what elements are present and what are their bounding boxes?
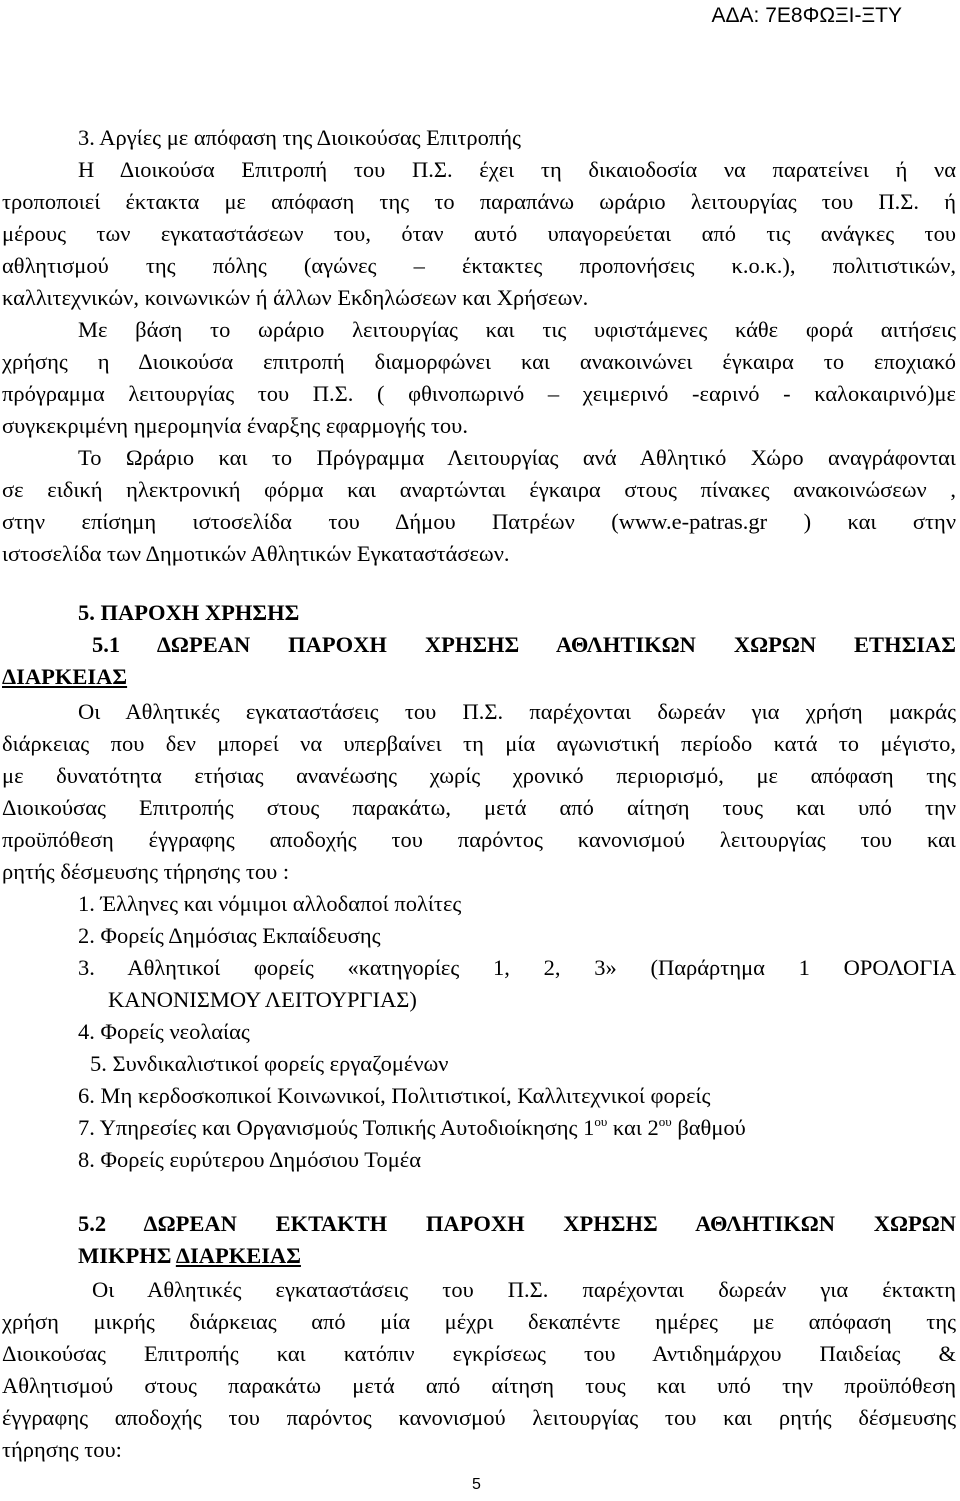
list-item: 6. Μη κερδοσκοπικοί Κοινωνικοί, Πολιτιστικοί, Καλλιτεχνικοί φορείς [78, 1083, 711, 1108]
list-item-text: 7. Υπηρεσίες και Οργανισμούς Τοπικής Αυτοδιοίκησης 1 [78, 1115, 595, 1140]
text-line: Διοικούσας Επιτροπής και κατόπιν εγκρίσεως του Αντιδημάρχου Παιδείας & [2, 1341, 956, 1366]
text-line: συγκεκριμένη ημερομηνία έναρξης εφαρμογής του. [2, 413, 468, 438]
text-line: αθλητισμού της πόλης (αγώνες – έκτακτες προπονήσεις κ.ο.κ.), πολιτιστικών, [2, 253, 956, 278]
section-3-heading: 3. Αργίες με απόφαση της Διοικούσας Επιτροπής [78, 125, 521, 150]
heading-part: ΜΙΚΡΗΣ [78, 1243, 176, 1268]
text-line: χρήσης η Διοικούσα επιτροπή διαμορφώνει και ανακοινώνει έγκαιρα το εποχιακό [2, 349, 956, 374]
subsection-5-1-heading-cont: ΔΙΑΡΚΕΙΑΣ [2, 664, 128, 689]
text-line: Οι Αθλητικές εγκαταστάσεις του Π.Σ. παρέχονται δωρεάν για έκτακτη [92, 1277, 956, 1302]
list-item: 3. Αθλητικοί φορείς «κατηγορίες 1, 2, 3» (Παράρτημα 1 ΟΡΟΛΟΓΙΑ [78, 955, 956, 980]
heading-underlined: ΔΙΑΡΚΕΙΑΣ [175, 1243, 301, 1268]
ordinal-sup: ου [658, 1114, 672, 1129]
text-line: ιστοσελίδα των Δημοτικών Αθλητικών Εγκαταστάσεων. [2, 541, 510, 566]
text-line: προϋπόθεση έγγραφης αποδοχής του παρόντος κανονισμού λειτουργίας του και [2, 827, 956, 852]
text-line: διάρκειας που δεν μπορεί να υπερβαίνει τη μία αγωνιστική περίοδο κατά το μέγιστο, [2, 731, 956, 756]
subsection-5-2-heading: 5.2 ΔΩΡΕΑΝ ΕΚΤΑΚΤΗ ΠΑΡΟΧΗ ΧΡΗΣΗΣ ΑΘΛΗΤΙΚΩΝ ΧΩΡΩΝ [78, 1211, 956, 1236]
text-line: χρήση μικρής διάρκειας από μία μέχρι δεκαπέντε ημέρες με απόφαση της [2, 1309, 956, 1334]
ordinal-sup: ου [594, 1114, 608, 1129]
text-line: σε ειδική ηλεκτρονική φόρμα και αναρτώνται έγκαιρα στους πίνακες ανακοινώσεων , [2, 477, 956, 502]
text-line: πρόγραμμα λειτουργίας του Π.Σ. ( φθινοπωρινό – χειμερινό -εαρινό - καλοκαιρινό)με [2, 381, 956, 406]
text-line: τήρησης του: [2, 1437, 122, 1462]
text-line: Με βάση το ωράριο λειτουργίας και τις υφιστάμενες κάθε φορά αιτήσεις [78, 317, 956, 342]
list-item-text: και 2 [607, 1115, 659, 1140]
text-line: στην επίσημη ιστοσελίδα του Δήμου Πατρέων (www.e-patras.gr ) και στην [2, 509, 956, 534]
subsection-5-1-heading: 5.1 ΔΩΡΕΑΝ ΠΑΡΟΧΗ ΧΡΗΣΗΣ ΑΘΛΗΤΙΚΩΝ ΧΩΡΩΝ ΕΤΗΣΙΑΣ [92, 632, 956, 657]
text-line: μέρους των εγκαταστάσεων του, όταν αυτό υπαγορεύεται από τις ανάγκες του [2, 221, 956, 246]
text-line: Αθλητισμού στους παρακάτω μετά από αίτηση τους και υπό την προϋπόθεση [2, 1373, 956, 1398]
text-line: Διοικούσας Επιτροπής στους παρακάτω, μετά από αίτηση τους και υπό την [2, 795, 956, 820]
subsection-5-2-heading-cont [78, 1242, 301, 1270]
section-5-heading: 5. ΠΑΡΟΧΗ ΧΡΗΣΗΣ [78, 600, 300, 625]
list-item: 8. Φορείς ευρύτερου Δημόσιου Τομέα [78, 1147, 421, 1172]
list-item: 2. Φορείς Δημόσιας Εκπαίδευσης [78, 923, 381, 948]
list-item: 1. Έλληνες και νόμιμοι αλλοδαποί πολίτες [78, 891, 462, 916]
text-line: τροποποιεί έκτακτα με απόφαση της το παραπάνω ωράριο λειτουργίας του Π.Σ. ή [2, 189, 956, 214]
text-line: καλλιτεχνικών, κοινωνικών ή άλλων Εκδηλώσεων και Χρήσεων. [2, 285, 589, 310]
text-line: ρητής δέσμευσης τήρησης του : [2, 859, 290, 884]
text-line: Οι Αθλητικές εγκαταστάσεις του Π.Σ. παρέχονται δωρεάν για χρήση μακράς [78, 699, 956, 724]
text-line: με δυνατότητα ετήσιας ανανέωσης χωρίς χρονικό περιορισμό, με απόφαση της [2, 763, 956, 788]
text-line: Το Ωράριο και το Πρόγραμμα Λειτουργίας ανά Αθλητικό Χώρο αναγράφονται [78, 445, 956, 470]
list-item: 4. Φορείς νεολαίας [78, 1019, 250, 1044]
ada-code: ΑΔΑ: 7Ε8ΦΩΞΙ-ΞΤΥ [711, 4, 902, 27]
list-item [78, 1114, 746, 1142]
list-item-cont: ΚΑΝΟΝΙΣΜΟΥ ΛΕΙΤΟΥΡΓΙΑΣ) [108, 987, 417, 1012]
text-line: έγγραφης αποδοχής του παρόντος κανονισμού λειτουργίας του και ρητής δέσμευσης [2, 1405, 956, 1430]
page-number: 5 [472, 1476, 481, 1493]
list-item: 5. Συνδικαλιστικοί φορείς εργαζομένων [90, 1051, 449, 1076]
list-item-text: βαθμού [671, 1115, 746, 1140]
text-line: Η Διοικούσα Επιτροπή του Π.Σ. έχει τη δικαιοδοσία να παρατείνει ή να [78, 157, 956, 182]
